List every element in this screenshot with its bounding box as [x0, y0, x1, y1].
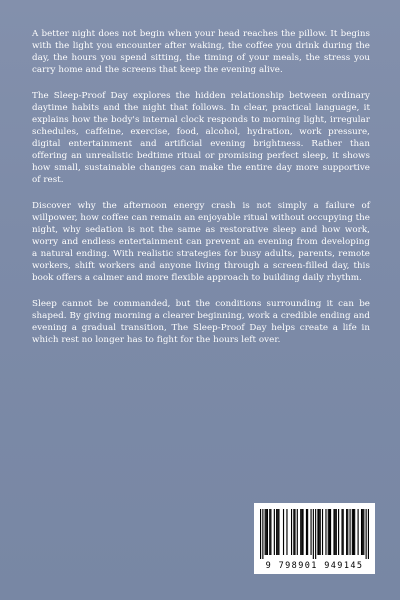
barcode-bar — [353, 509, 354, 555]
barcode-bar — [306, 509, 307, 555]
isbn-number: 9 798901 949145 — [265, 561, 364, 571]
barcode-bar — [346, 509, 347, 555]
barcode-bar — [276, 509, 277, 555]
barcode-bar — [358, 509, 359, 555]
barcode-bar — [266, 509, 267, 555]
barcode-bar — [347, 509, 348, 555]
barcode-bar — [343, 509, 344, 555]
barcode-bar — [315, 509, 316, 559]
barcode-bar — [361, 509, 362, 555]
barcode-bar — [286, 509, 287, 555]
barcode-bar — [302, 509, 303, 555]
barcode-bar — [336, 509, 337, 555]
isbn-barcode — [254, 503, 375, 574]
barcode-bar — [269, 509, 270, 555]
barcode-bar — [260, 509, 261, 559]
barcode-bar — [262, 509, 263, 559]
barcode-bar — [301, 509, 302, 555]
blurb-paragraph-4: Sleep cannot be commanded, but the conditions surrounding it can be shaped. By giving morning a clearer beginning, work a credible ending and evening a gradual transition, The Sleep-Proof Day helps create a life in which rest no longer has to fight for the hours left over. — [32, 299, 370, 345]
barcode-bar — [278, 509, 279, 555]
barcode-bar — [354, 509, 355, 555]
barcode-bar — [307, 509, 308, 555]
barcode-bar — [319, 509, 320, 555]
barcode-bar — [294, 509, 295, 555]
barcode-bar — [362, 509, 363, 555]
barcode-bar — [317, 509, 318, 555]
barcode-bar — [333, 509, 334, 555]
barcode-bar — [329, 509, 330, 555]
barcode-bar — [310, 509, 311, 555]
barcode-bar — [291, 509, 292, 555]
barcode-bar — [352, 509, 353, 555]
barcode-bar — [267, 509, 268, 555]
blurb-paragraph-1: A better night does not begin when your head reaches the pillow. It begins with the light you encounter after waking, the coffee you drink during the day, the hours you spend sitting, the timing of your meals, the stress you carry home and the screens that keep the evening alive. — [32, 29, 370, 75]
barcode-bar — [277, 509, 278, 555]
barcode-bar — [320, 509, 321, 555]
barcode-bars — [260, 509, 369, 559]
barcode-bar — [328, 509, 329, 555]
barcode-bar — [274, 509, 275, 555]
barcode-bar — [366, 509, 367, 559]
barcode-bar — [270, 509, 271, 555]
barcode-bar — [322, 509, 323, 555]
barcode-bar — [265, 509, 266, 555]
barcode-bar — [325, 509, 326, 555]
barcode-bar — [293, 509, 294, 555]
barcode-bar — [330, 509, 331, 555]
barcode-bar — [283, 509, 284, 555]
barcode-bar — [313, 509, 314, 559]
blurb-paragraph-2: The Sleep-Proof Day explores the hidden relationship between ordinary daytime habits and the night that follows. In clear, practical language, it explains how the body's internal clock responds to morning light, irregular schedules, caffeine, exercise, food, alcohol, hydration, work pressure, digital entertainment and artificial evening brightness. Rather than offering an unrealistic bedtime ritual or promising perfect sleep, it shows how small, sustainable changes can make the entire day more supportive of rest. — [32, 91, 370, 185]
barcode-bar — [363, 509, 364, 555]
barcode-bar — [341, 509, 342, 555]
barcode-bar — [300, 509, 301, 555]
barcode-bar — [368, 509, 369, 559]
back-cover-blurb — [32, 28, 370, 360]
barcode-bar — [338, 509, 339, 555]
blurb-paragraph-3: Discover why the afternoon energy crash is not simply a failure of willpower, how coffee can remain an enjoyable ritual without occupying the night, why sedation is not the same as restorative sleep and how work, worry and endless entertainment can prevent an evening from developing a natural ending. With realistic strategies for busy adults, parents, remote workers, shift workers and anyone living through a screen-filled day, this book offers a calmer and more flexible approach to building daily rhythm. — [32, 201, 370, 283]
barcode-bar — [349, 509, 350, 555]
barcode-bar — [297, 509, 298, 555]
barcode-bar — [335, 509, 336, 555]
